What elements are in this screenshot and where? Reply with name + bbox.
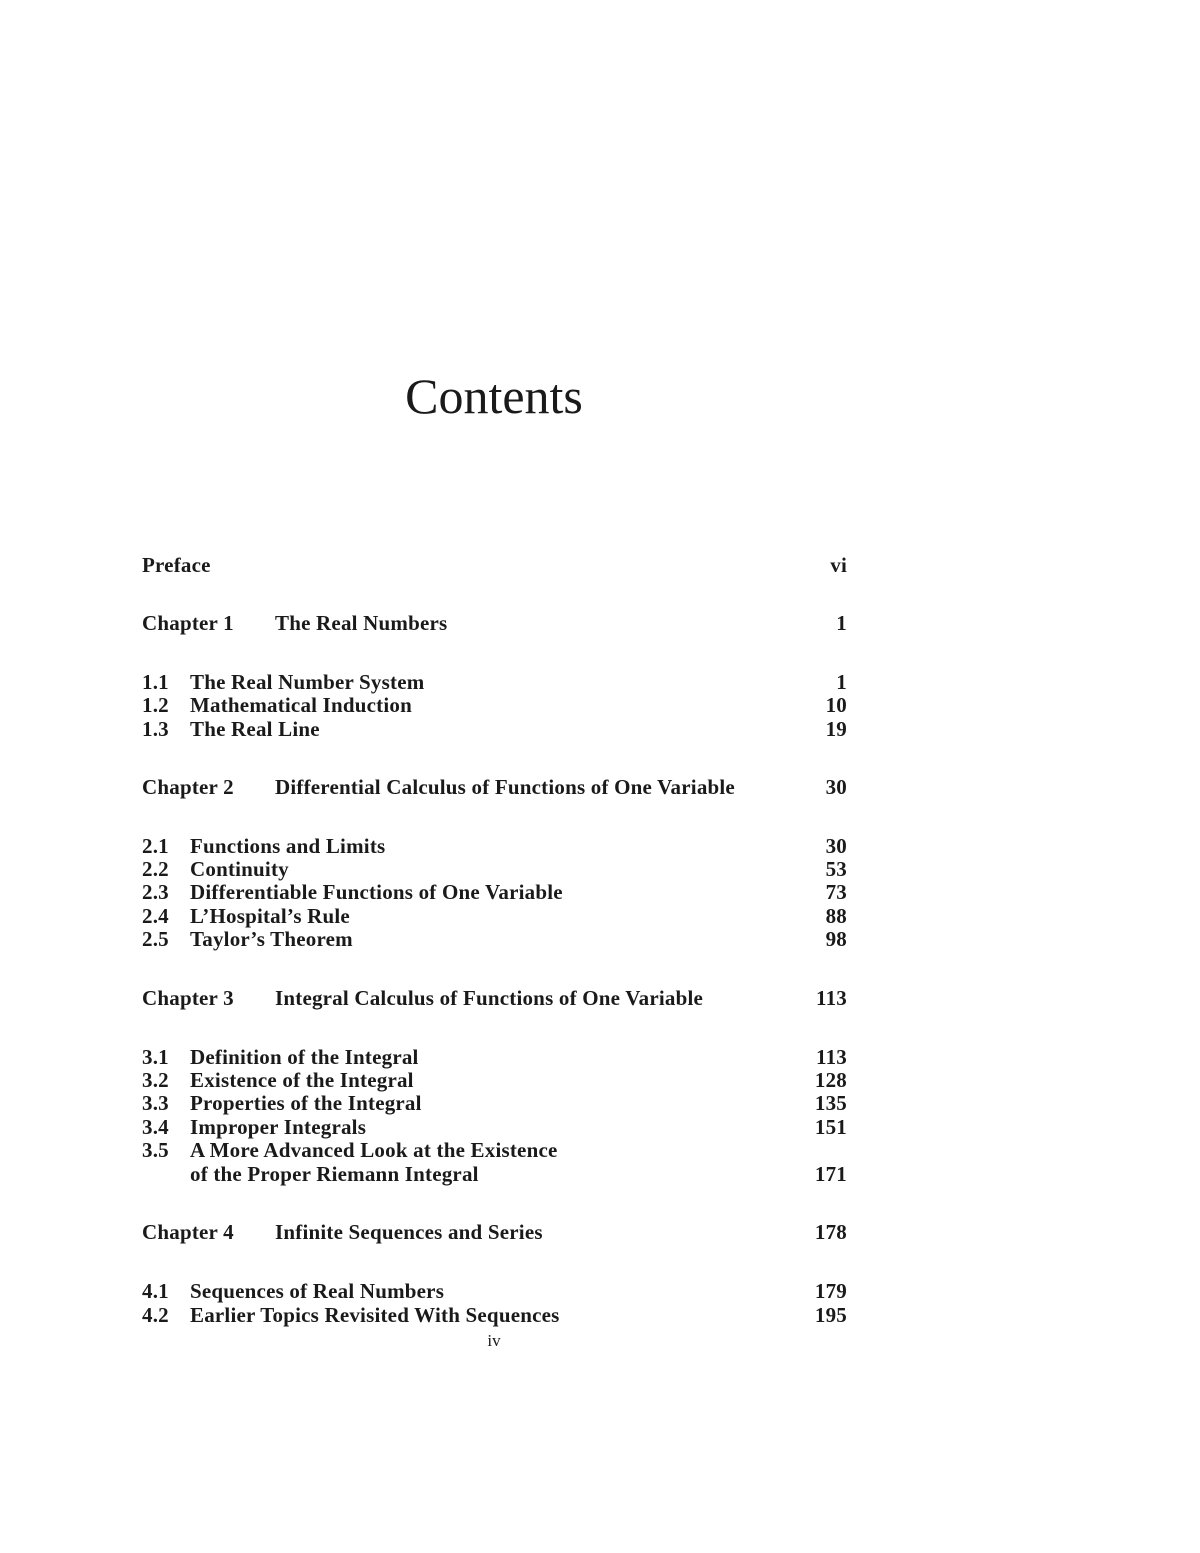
section-number: 3.1 [142, 1045, 169, 1069]
toc-chapter-2[interactable] [142, 775, 847, 799]
section-number: 3.2 [142, 1068, 169, 1092]
section-page: 1 [836, 670, 847, 694]
section-page: 19 [825, 717, 847, 741]
section-number: 1.1 [142, 670, 169, 694]
section-title: L’Hospital’s Rule [190, 904, 350, 928]
toc-section-2-1[interactable] [142, 834, 847, 858]
section-page: 30 [825, 834, 847, 858]
toc-section-2-3[interactable] [142, 880, 847, 904]
chapter-label: Chapter 2 [142, 775, 234, 799]
page-title: Contents [405, 368, 583, 424]
section-title: Existence of the Integral [190, 1068, 414, 1092]
section-title: Mathematical Induction [190, 693, 412, 717]
toc-section-2-4[interactable] [142, 904, 847, 928]
toc-section-1-3[interactable] [142, 717, 847, 741]
chapter-page: 113 [816, 986, 847, 1010]
section-title-continued: of the Proper Riemann Integral [190, 1162, 479, 1186]
chapter-title: The Real Numbers [275, 611, 448, 635]
section-title: Continuity [190, 857, 289, 881]
section-number: 4.2 [142, 1303, 169, 1327]
section-title: Functions and Limits [190, 834, 386, 858]
section-title: The Real Number System [190, 670, 425, 694]
section-number: 3.3 [142, 1091, 169, 1115]
toc-chapter-1[interactable] [142, 611, 847, 635]
section-number: 1.3 [142, 717, 169, 741]
toc-chapter-4[interactable] [142, 1220, 847, 1244]
toc-section-3-5[interactable] [142, 1138, 847, 1162]
section-number: 2.3 [142, 880, 169, 904]
section-page: 195 [814, 1303, 847, 1327]
toc-section-3-3[interactable] [142, 1091, 847, 1115]
section-title: Differentiable Functions of One Variable [190, 880, 563, 904]
toc-section-4-2[interactable] [142, 1303, 847, 1327]
toc-section-1-1[interactable] [142, 670, 847, 694]
section-title: Taylor’s Theorem [190, 927, 353, 951]
toc-section-1-2[interactable] [142, 693, 847, 717]
chapter-page: 30 [825, 775, 847, 799]
toc-section-2-2[interactable] [142, 857, 847, 881]
section-number: 3.5 [142, 1138, 169, 1162]
toc-section-3-5-continued[interactable] [142, 1162, 847, 1186]
section-title: Improper Integrals [190, 1115, 367, 1139]
section-number: 2.5 [142, 927, 169, 951]
section-page: 10 [825, 693, 847, 717]
section-title: Properties of the Integral [190, 1091, 422, 1115]
section-number: 2.1 [142, 834, 169, 858]
section-page: 73 [825, 880, 847, 904]
page-number-footer: iv [487, 1331, 501, 1350]
chapter-label: Chapter 3 [142, 986, 234, 1010]
toc-section-4-1[interactable] [142, 1279, 847, 1303]
chapter-title: Differential Calculus of Functions of One Variable [275, 775, 735, 799]
chapter-title: Infinite Sequences and Series [275, 1220, 543, 1244]
section-title: Sequences of Real Numbers [190, 1279, 445, 1303]
section-title: Definition of the Integral [190, 1045, 419, 1069]
toc-section-3-1[interactable] [142, 1045, 847, 1069]
chapter-page: 178 [814, 1220, 847, 1244]
toc-entry-label: Preface [142, 553, 211, 577]
section-page: 151 [814, 1115, 847, 1139]
toc-section-3-2[interactable] [142, 1068, 847, 1092]
section-page: 171 [814, 1162, 847, 1186]
section-page: 113 [816, 1045, 847, 1069]
section-title: Earlier Topics Revisited With Sequences [190, 1303, 560, 1327]
section-number: 3.4 [142, 1115, 169, 1139]
section-page: 88 [825, 904, 847, 928]
section-number: 4.1 [142, 1279, 169, 1303]
chapter-title: Integral Calculus of Functions of One Variable [275, 986, 704, 1010]
toc-chapter-3[interactable] [142, 986, 847, 1010]
section-page: 128 [814, 1068, 847, 1092]
section-number: 2.2 [142, 857, 169, 881]
toc-entry-page: vi [830, 553, 847, 577]
toc-entry-preface[interactable] [142, 553, 847, 577]
section-title: The Real Line [190, 717, 320, 741]
section-number: 2.4 [142, 904, 169, 928]
section-page: 179 [814, 1279, 847, 1303]
chapter-page: 1 [836, 611, 847, 635]
section-title: A More Advanced Look at the Existence [190, 1138, 558, 1162]
section-number: 1.2 [142, 693, 169, 717]
section-page: 98 [825, 927, 847, 951]
toc-section-3-4[interactable] [142, 1115, 847, 1139]
chapter-label: Chapter 1 [142, 611, 234, 635]
chapter-label: Chapter 4 [142, 1220, 234, 1244]
section-page: 53 [825, 857, 847, 881]
section-page: 135 [814, 1091, 847, 1115]
toc-section-2-5[interactable] [142, 927, 847, 951]
